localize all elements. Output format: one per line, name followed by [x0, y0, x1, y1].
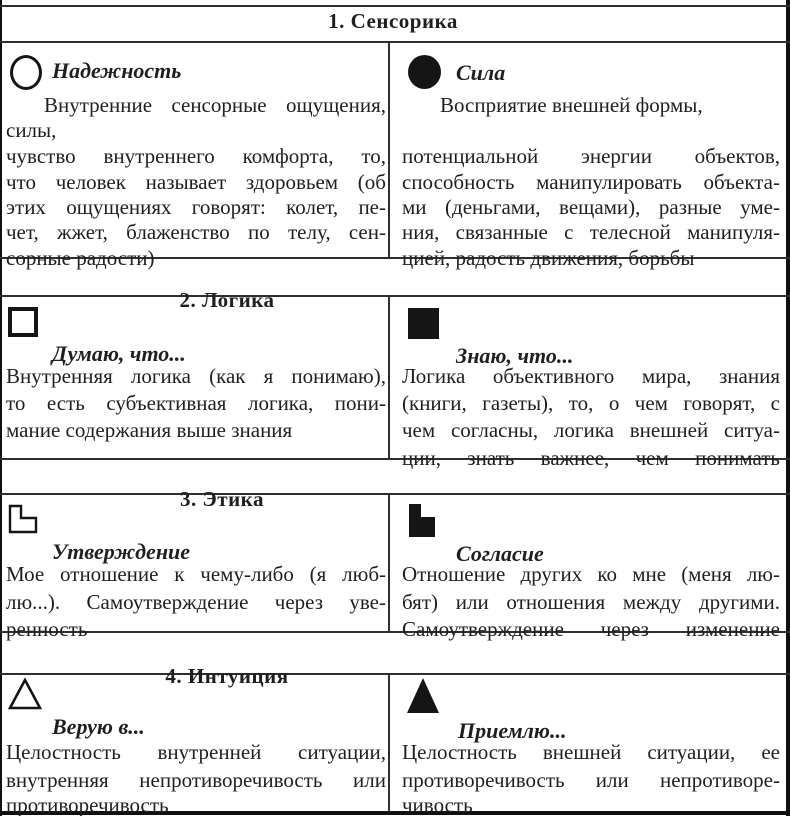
function-label: Думаю, что... — [52, 341, 186, 366]
rule-section4-top — [0, 673, 790, 675]
description-line: Внутренние сенсорные ощущения, — [44, 93, 386, 117]
description-line: лю...). Самоутверждение через уве- — [6, 590, 386, 614]
description-line: Целостность внутренней ситуации, — [6, 740, 386, 764]
column-divider-section3 — [388, 493, 390, 631]
description-line: (книги, газеты), то, о чем говорят, с — [402, 391, 780, 415]
description-line: этих ощущениях говорят: колет, пе- — [6, 195, 386, 219]
description-line: мание содержания выше знания — [6, 418, 293, 442]
description-line: чем согласны, логика внешней ситуа- — [402, 418, 780, 442]
function-label: Надежность — [52, 58, 182, 83]
column-divider-section4 — [388, 673, 390, 811]
column-divider-section1 — [388, 41, 390, 257]
description-line: противоречивость — [6, 793, 169, 816]
triangle-outline-icon — [8, 678, 42, 710]
function-label: Знаю, что... — [456, 343, 574, 368]
circle-filled-icon — [408, 55, 441, 89]
description-line: Целостность внешней ситуации, ее — [402, 740, 780, 764]
description-line: цией, радость движения, борьбы — [402, 246, 695, 270]
table-right-border — [786, 0, 790, 816]
function-label: Согласие — [456, 541, 544, 566]
l-shape-outline-icon — [8, 504, 38, 534]
description-line: чет, жжет, блаженство по телу, сен- — [6, 220, 386, 244]
rule-section2-top — [0, 295, 790, 297]
description-line: ренность — [6, 617, 88, 641]
table-top-border — [0, 5, 790, 7]
description-line: ции, знать важнее, чем понимать — [402, 446, 780, 470]
description-line: Отношение других ко мне (меня лю- — [402, 562, 780, 586]
description-line: сорные радости) — [6, 246, 155, 270]
function-label: Сила — [456, 60, 506, 85]
description-line: что человек называет здоровьем (об — [6, 170, 386, 194]
square-outline-icon — [8, 307, 38, 337]
description-line: потенциальной энергии объектов, — [402, 144, 780, 168]
function-label: Утверждение — [52, 539, 191, 564]
column-divider-section2 — [388, 295, 390, 458]
description-line: силы, — [6, 118, 57, 142]
description-line: ния, связанные с телесной манипуля- — [402, 220, 780, 244]
description-line: внутренняя непротиворечивость или — [6, 768, 386, 792]
rule-section3-top — [0, 493, 790, 495]
description-line: Самоутверждение через изменение — [402, 617, 780, 641]
triangle-filled-icon — [406, 676, 440, 715]
description-line: бят) или отношения между другими. — [402, 590, 780, 614]
section-2-title: 2. Логика — [179, 288, 275, 312]
section-4-title: 4. Интуиция — [165, 664, 289, 688]
rule-below-section1-title — [0, 41, 790, 43]
description-line: Мое отношение к чему-либо (я люб- — [6, 562, 386, 586]
description-line: то есть субъективная логика, пони- — [6, 391, 386, 415]
description-line: Восприятие внешней формы, — [440, 93, 703, 117]
table-left-border — [0, 0, 2, 816]
section-1-title: 1. Сенсорика — [328, 9, 458, 33]
description-line: чивость — [402, 793, 473, 816]
description-line: способность манипулировать объекта- — [402, 170, 780, 194]
function-label: Верую в... — [52, 714, 145, 739]
description-line: Внутренняя логика (как я понимаю), — [6, 364, 386, 388]
description-line: Логика объективного мира, знания — [402, 364, 780, 388]
circle-outline-icon — [10, 55, 42, 90]
square-filled-icon — [408, 308, 439, 339]
function-label: Приемлю... — [458, 718, 567, 743]
section-3-title: 3. Этика — [180, 487, 264, 511]
description-line: чувство внутреннего комфорта, то, — [6, 144, 386, 168]
description-line: ми (деньгами, вещами), разные уме- — [402, 195, 780, 219]
description-line: противоречивость или непротиворе- — [402, 768, 780, 792]
l-shape-filled-icon — [408, 503, 436, 538]
